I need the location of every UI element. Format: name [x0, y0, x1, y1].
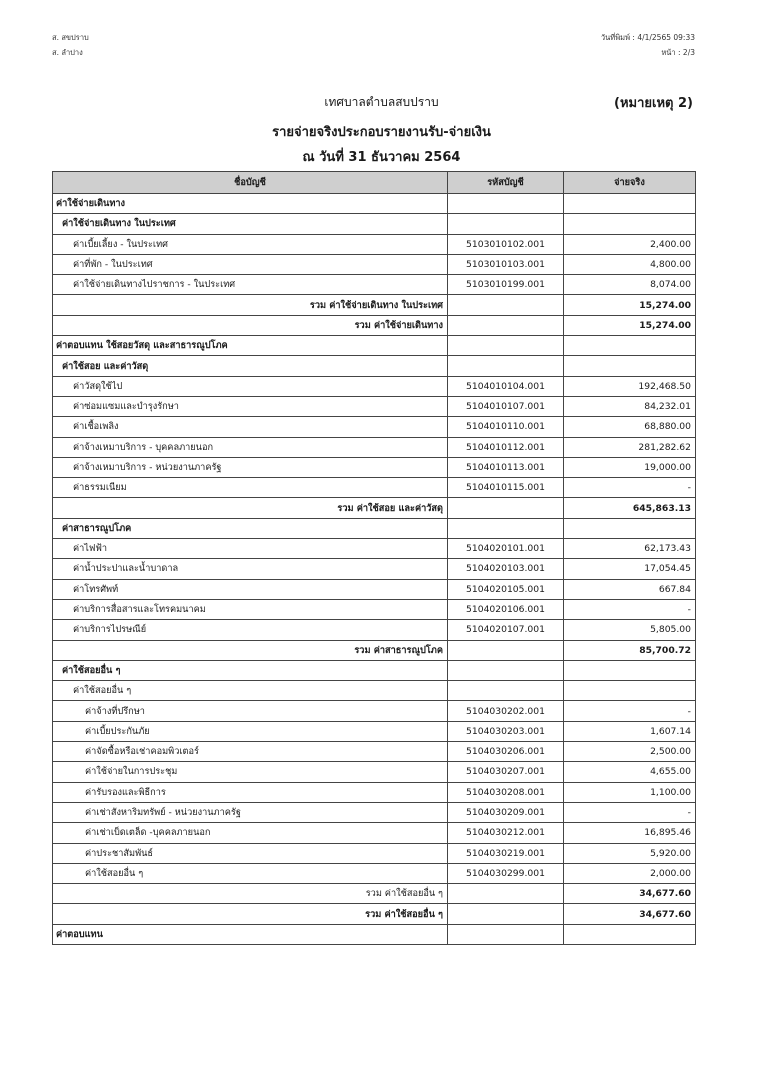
amount-cell: - — [564, 599, 696, 619]
amount-cell: 34,677.60 — [564, 884, 696, 904]
table-row — [53, 863, 696, 883]
account-code-cell: 5104010115.001 — [448, 478, 564, 498]
report-title: รายจ่ายจริงประกอบรายงานรับ-จ่ายเงิน — [272, 125, 491, 140]
table-body — [53, 194, 696, 945]
account-code-cell — [448, 295, 564, 315]
account-code-cell: 5104030206.001 — [448, 742, 564, 762]
amount-cell: 34,677.60 — [564, 904, 696, 924]
amount-cell — [564, 518, 696, 538]
account-code-cell: 5104010104.001 — [448, 376, 564, 396]
account-name-cell: ค่าจ้างเหมาบริการ - หน่วยงานภาครัฐ — [53, 457, 448, 477]
account-code-cell: 5103010102.001 — [448, 234, 564, 254]
total-row — [53, 295, 696, 315]
amount-cell: 5,805.00 — [564, 620, 696, 640]
account-name-cell: ค่าที่พัก - ในประเทศ — [53, 254, 448, 274]
table-row — [53, 234, 696, 254]
table-row — [53, 336, 696, 356]
table-row — [53, 376, 696, 396]
account-name-cell: ค่าเบี้ยประกันภัย — [53, 721, 448, 741]
account-code-cell: 5104010113.001 — [448, 457, 564, 477]
amount-cell: 667.84 — [564, 579, 696, 599]
account-name-cell: ค่าบริการไปรษณีย์ — [53, 620, 448, 640]
table-row — [53, 742, 696, 762]
account-code-cell: 5104030219.001 — [448, 843, 564, 863]
amount-cell: 2,400.00 — [564, 234, 696, 254]
table-row — [53, 924, 696, 944]
amount-cell: 2,000.00 — [564, 863, 696, 883]
amount-cell: - — [564, 802, 696, 822]
account-code-cell: 5104030207.001 — [448, 762, 564, 782]
account-code-cell: 5104030208.001 — [448, 782, 564, 802]
amount-cell: 17,054.45 — [564, 559, 696, 579]
amount-cell: 8,074.00 — [564, 275, 696, 295]
account-code-cell: 5103010103.001 — [448, 254, 564, 274]
column-header-account-name: ชื่อบัญชี — [53, 172, 448, 194]
amount-cell — [564, 194, 696, 214]
account-name-cell: ค่าใช้จ่ายเดินทาง ในประเทศ — [53, 214, 448, 234]
header-right — [601, 30, 695, 60]
amount-cell: 19,000.00 — [564, 457, 696, 477]
print-date: วันที่พิมพ์ : 4/1/2565 09:33 — [600, 33, 695, 42]
amount-cell: 85,700.72 — [564, 640, 696, 660]
account-name-cell: ค่าใช้สอย และค่าวัสดุ — [53, 356, 448, 376]
account-code-cell — [448, 640, 564, 660]
header-left-line-2: ส. ลำปาง — [52, 48, 83, 57]
account-name-cell: ค่าจัดซื้อหรือเช่าคอมพิวเตอร์ — [53, 742, 448, 762]
column-header-account-code: รหัสบัญชี — [448, 172, 564, 194]
account-name-cell: ค่าใช้จ่ายเดินทางไปราชการ - ในประเทศ — [53, 275, 448, 295]
account-code-cell — [448, 924, 564, 944]
amount-cell: 2,500.00 — [564, 742, 696, 762]
account-name-cell: ค่าซ่อมแซมและบำรุงรักษา — [53, 396, 448, 416]
table-row — [53, 457, 696, 477]
amount-cell: - — [564, 478, 696, 498]
account-code-cell: 5104020101.001 — [448, 539, 564, 559]
account-name-cell: ค่าตอบแทน — [53, 924, 448, 944]
column-header-amount: จ่ายจริง — [564, 172, 696, 194]
table-row — [53, 214, 696, 234]
account-code-cell — [448, 336, 564, 356]
account-name-cell: ค่ารับรองและพิธีการ — [53, 782, 448, 802]
account-code-cell: 5104030202.001 — [448, 701, 564, 721]
total-row — [53, 640, 696, 660]
amount-cell: 16,895.46 — [564, 823, 696, 843]
total-row — [53, 315, 696, 335]
amount-cell: 192,468.50 — [564, 376, 696, 396]
header-left-line-1: ส. สขปราบ — [52, 33, 89, 42]
account-code-cell: 5104030299.001 — [448, 863, 564, 883]
table-row — [53, 823, 696, 843]
account-name-cell: ค่าไฟฟ้า — [53, 539, 448, 559]
account-code-cell: 5103010199.001 — [448, 275, 564, 295]
account-name-cell: ค่าเช่าเบ็ดเตล็ด -บุคคลภายนอก — [53, 823, 448, 843]
report-date: ณ วันที่ 31 ธันวาคม 2564 — [302, 150, 461, 165]
account-name-cell: ค่าน้ำประปาและน้ำบาดาล — [53, 559, 448, 579]
note-reference: (หมายเหตุ 2) — [614, 96, 693, 111]
account-name-cell: ค่าจ้างเหมาบริการ - บุคคลภายนอก — [53, 437, 448, 457]
table-row — [53, 721, 696, 741]
table-row — [53, 417, 696, 437]
account-name-cell: รวม ค่าใช้สอยอื่น ๆ — [53, 904, 448, 924]
account-name-cell: ค่าสาธารณูปโภค — [53, 518, 448, 538]
account-name-cell: รวม ค่าใช้สอยอื่น ๆ — [53, 884, 448, 904]
amount-cell — [564, 356, 696, 376]
account-name-cell: ค่าจ้างที่ปรึกษา — [53, 701, 448, 721]
account-code-cell — [448, 214, 564, 234]
account-code-cell: 5104030203.001 — [448, 721, 564, 741]
account-code-cell: 5104030212.001 — [448, 823, 564, 843]
account-code-cell: 5104020103.001 — [448, 559, 564, 579]
account-code-cell: 5104010110.001 — [448, 417, 564, 437]
table-row — [53, 843, 696, 863]
table-row — [53, 437, 696, 457]
account-name-cell: ค่าเบี้ยเลี้ยง - ในประเทศ — [53, 234, 448, 254]
header-left — [52, 30, 89, 60]
table-row — [53, 701, 696, 721]
amount-cell: 4,800.00 — [564, 254, 696, 274]
table-row — [53, 356, 696, 376]
total-row — [53, 498, 696, 518]
table-row — [53, 194, 696, 214]
amount-cell — [564, 681, 696, 701]
table-row — [53, 478, 696, 498]
amount-cell: 15,274.00 — [564, 295, 696, 315]
table-row — [53, 518, 696, 538]
amount-cell: 645,863.13 — [564, 498, 696, 518]
account-name-cell: ค่าโทรศัพท์ — [53, 579, 448, 599]
account-name-cell: รวม ค่าใช้จ่ายเดินทาง ในประเทศ — [53, 295, 448, 315]
amount-cell: 15,274.00 — [564, 315, 696, 335]
account-code-cell — [448, 518, 564, 538]
account-name-cell: ค่าใช้จ่ายในการประชุม — [53, 762, 448, 782]
account-code-cell — [448, 194, 564, 214]
table-row — [53, 681, 696, 701]
table-header-row — [53, 172, 696, 194]
account-code-cell: 5104010107.001 — [448, 396, 564, 416]
account-code-cell — [448, 315, 564, 335]
account-name-cell: ค่าบริการสื่อสารและโทรคมนาคม — [53, 599, 448, 619]
amount-cell: 1,607.14 — [564, 721, 696, 741]
table-row — [53, 559, 696, 579]
account-code-cell: 5104030209.001 — [448, 802, 564, 822]
table-row — [53, 579, 696, 599]
amount-cell: 84,232.01 — [564, 396, 696, 416]
account-name-cell: รวม ค่าสาธารณูปโภค — [53, 640, 448, 660]
table-row — [53, 782, 696, 802]
amount-cell: 4,655.00 — [564, 762, 696, 782]
account-name-cell: ค่าตอบแทน ใช้สอยวัสดุ และสาธารณูปโภค — [53, 336, 448, 356]
table-row — [53, 275, 696, 295]
account-name-cell: ค่าใช้สอยอื่น ๆ — [53, 681, 448, 701]
organization-name: เทศบาลตำบลสบปราบ — [324, 95, 439, 109]
table-row — [53, 802, 696, 822]
amount-cell: 5,920.00 — [564, 843, 696, 863]
account-name-cell: ค่าประชาสัมพันธ์ — [53, 843, 448, 863]
account-name-cell: ค่าใช้สอยอื่น ๆ — [53, 660, 448, 680]
account-code-cell — [448, 356, 564, 376]
amount-cell: 1,100.00 — [564, 782, 696, 802]
amount-cell: 281,282.62 — [564, 437, 696, 457]
amount-cell — [564, 336, 696, 356]
amount-cell: 68,880.00 — [564, 417, 696, 437]
table-row — [53, 599, 696, 619]
table-row — [53, 660, 696, 680]
account-name-cell: ค่าวัสดุใช้ไป — [53, 376, 448, 396]
account-name-cell: ค่าใช้จ่ายเดินทาง — [53, 194, 448, 214]
total-row — [53, 904, 696, 924]
account-name-cell: ค่าใช้สอยอื่น ๆ — [53, 863, 448, 883]
amount-cell — [564, 924, 696, 944]
account-code-cell — [448, 660, 564, 680]
total-row — [53, 884, 696, 904]
account-name-cell: รวม ค่าใช้สอย และค่าวัสดุ — [53, 498, 448, 518]
account-code-cell: 5104020107.001 — [448, 620, 564, 640]
account-name-cell: รวม ค่าใช้จ่ายเดินทาง — [53, 315, 448, 335]
page-number: หน้า : 2/3 — [661, 48, 695, 57]
amount-cell: 62,173.43 — [564, 539, 696, 559]
amount-cell: - — [564, 701, 696, 721]
table-row — [53, 396, 696, 416]
table-row — [53, 539, 696, 559]
account-code-cell — [448, 904, 564, 924]
table-row — [53, 620, 696, 640]
account-name-cell: ค่าเช่าสังหาริมทรัพย์ - หน่วยงานภาครัฐ — [53, 802, 448, 822]
account-code-cell — [448, 884, 564, 904]
account-code-cell: 5104020106.001 — [448, 599, 564, 619]
account-code-cell: 5104020105.001 — [448, 579, 564, 599]
account-name-cell: ค่าเชื้อเพลิง — [53, 417, 448, 437]
table-row — [53, 254, 696, 274]
expense-table — [52, 171, 696, 945]
account-code-cell — [448, 681, 564, 701]
account-code-cell: 5104010112.001 — [448, 437, 564, 457]
amount-cell — [564, 660, 696, 680]
amount-cell — [564, 214, 696, 234]
account-code-cell — [448, 498, 564, 518]
table-row — [53, 762, 696, 782]
account-name-cell: ค่าธรรมเนียม — [53, 478, 448, 498]
